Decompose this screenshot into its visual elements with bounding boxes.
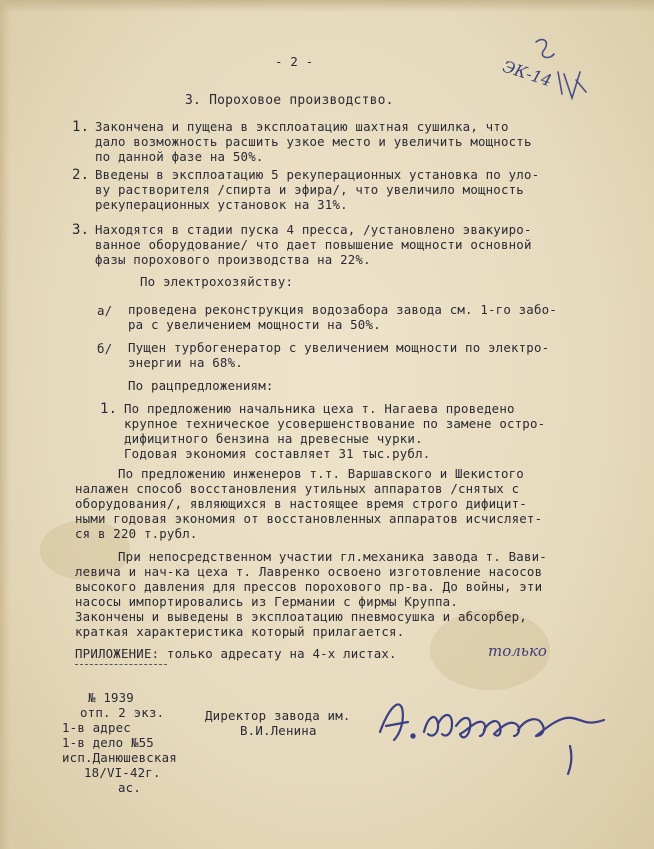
archive-mark: ЭК-14 [500, 56, 555, 91]
paragraph-line: Закончены и выведены в эксплоатацию пневмосушка и абсорбер, [75, 609, 527, 624]
signatory-name: В.И.Ленина [240, 723, 317, 738]
item-line: по данной фазе на 50%. [95, 149, 264, 164]
paragraph-line: ся в 220 т.рубл. [75, 526, 198, 541]
item-line: ванное оборудование/ что дает повышение мощности основной [95, 237, 532, 252]
paragraph-line: насосы импортировались из Германии с фирмы Круппа. [75, 594, 458, 609]
footer-date: 18/VI-42г. [84, 765, 161, 780]
page-number: - 2 - [275, 54, 314, 69]
item-line: Закончена и пущена в эксплоатацию шахтная сушилка, что [95, 119, 509, 134]
divider [75, 664, 167, 665]
item-number: 1. [72, 119, 90, 135]
item-line: Пущен турбогенератор с увеличением мощности по электро- [128, 340, 550, 355]
footer-line: 1-в адрес [62, 720, 131, 735]
item-number: 2. [72, 167, 90, 183]
item-line: дало возможность расшить узкое место и увеличить мощность [95, 134, 532, 149]
footer-line: ас. [118, 780, 141, 795]
paper-edge-left [0, 0, 10, 849]
paragraph-line: оборудования/, являющихся в настоящее время строго дифицит- [75, 496, 527, 511]
item-line: энергии на 68%. [128, 355, 243, 370]
item-line: крупное техническое усовершенствование по замене остро- [124, 416, 546, 431]
item-number: 3. [72, 222, 90, 238]
section-title: 3. Пороховое производство. [185, 93, 394, 108]
item-line: Годовая экономия составляет 31 тыс.рубл. [124, 446, 431, 461]
paragraph-line: По предложению инженеров т.т. Варшавского и Шекистого [118, 466, 524, 481]
paragraph-line: ными годовая экономия от восстановленных аппаратов исчисляет- [75, 511, 543, 526]
item-line: фазы порохового производства на 22%. [95, 252, 371, 267]
subheading-electro: По электрохозяйству: [140, 274, 294, 289]
signatory-title: Директор завода им. [205, 708, 351, 723]
paper-edge-top [0, 0, 654, 12]
paragraph-line: налажен способ восстановления утильных аппаратов /снятых с [75, 481, 520, 496]
paragraph-line: высокого давления для прессов порохового пр-ва. До войны, эти [75, 579, 543, 594]
footer-line: 1-в дело №55 [62, 735, 154, 750]
item-line: По предложению начальника цеха т. Нагаева проведено [124, 401, 515, 416]
footer-line: исп.Данюшевская [62, 750, 177, 765]
item-line: рекуперационных установок на 31%. [95, 197, 348, 212]
subheading-rational: По рацпредложениям: [128, 378, 274, 393]
item-number: б/ [97, 341, 113, 356]
item-line: ву растворителя /спирта и эфира/, что увеличило мощность [95, 182, 524, 197]
item-number: 1. [100, 401, 118, 417]
archive-scribble [532, 32, 592, 107]
item-number: а/ [97, 303, 113, 318]
item-line: Введены в эксплоатацию 5 рекуперационных установка по уло- [95, 167, 540, 182]
footer-line: отп. 2 экз. [80, 705, 165, 720]
paragraph-line: левича и нач-ка цеха т. Лавренко освоено изготовление насосов [75, 564, 543, 579]
handwritten-note: только [488, 642, 547, 660]
signature-image [372, 690, 612, 780]
item-line: дифицитного бензина на древесные чурки. [124, 431, 423, 446]
item-line: ра с увеличением мощности на 50%. [128, 317, 381, 332]
paragraph-line: При непосредственном участии гл.механика завода т. Вави- [118, 549, 547, 564]
item-line: проведена реконструкция водозабора завода см. 1-го забо- [128, 302, 557, 317]
paragraph-line: краткая характеристика который прилагается. [75, 624, 405, 639]
attachment-note: ПРИЛОЖЕНИЕ: только адресату на 4-х листах. [75, 646, 397, 661]
reference-number: № 1939 [88, 690, 134, 705]
item-line: Находятся в стадии пуска 4 пресса, /установлено эвакуиро- [95, 222, 532, 237]
